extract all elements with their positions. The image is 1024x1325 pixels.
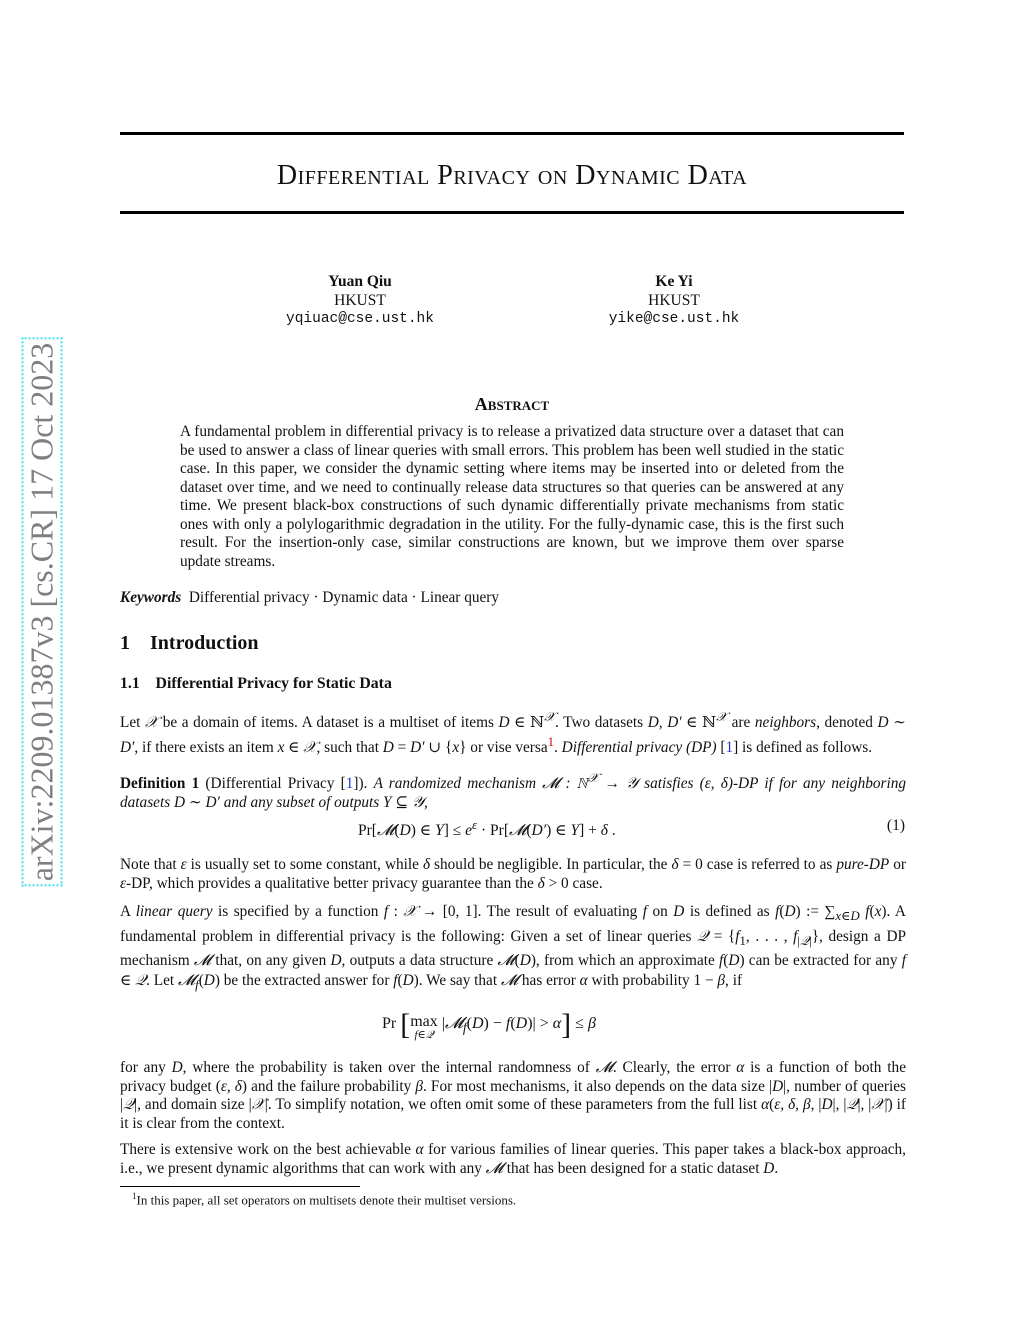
subsection-heading [120,675,392,693]
footnote [132,1191,516,1208]
subsection-title: Differential Privacy for Static Data [155,675,392,692]
author-name: Yuan Qiu [328,273,392,290]
footnote-text: In this paper, all set operators on multisets denote their multiset versions. [136,1192,517,1208]
author-name: Ke Yi [655,273,693,290]
paragraph-intro: Let 𝒳 be a domain of items. A dataset is a multiset of items D ∈ ℕ$^𝒳$. Two datasets D, D′ ∈ ℕ$^𝒳$ are neighbors, denoted D ∼ D′, if there exists an item x ∈ 𝒳, such that D = D′ ∪ {x} or vise versa$^1$. Differential privacy (DP) [1] is defined as follows. [120,710,906,756]
section-number: 1 [120,632,130,654]
definition-1: Definition 1 (Differential Privacy [1]). A randomized mechanism 𝓜 : ℕ$^𝒳$ → 𝒴 satisfies (ε, δ)-DP if for any neighboring datasets D ∼ D′ and any subset of outputs Y ⊆ 𝒴, [120,771,907,811]
equation-number: (1) [886,817,905,834]
title-rule-top [120,132,904,135]
subsection-number: 1.1 [120,675,140,692]
author-affiliation: HKUST [648,292,700,309]
abstract-text: A fundamental problem in differential privacy is to release a privatized data structure over a dataset that can be used to answer a class of linear queries with small errors. This problem has been well studied in the static case. In this paper, we consider the dynamic setting where items may be inserted into or deleted from the dataset over time, and we need to continually release data structures so that queries can be answered at any time. We present black-box constructions of such dynamic differentially private mechanisms from static ones with only a polylogarithmic degradation in the utility. For the fully-dynamic case, this is the first such result. For the insertion-only case, similar constructions are known, but we improve them over sparse update streams. [180,423,844,570]
author-email[interactable]: yike@cse.ust.hk [608,311,740,327]
footnote-mark: 1 [132,1191,137,1201]
equation-error: Pr [max f∈𝒬 |𝓜$_f$(D) − f(D)| > α] ≤ β [382,1008,596,1041]
definition-name: Differential Privacy [210,775,335,793]
keywords-line [120,589,906,608]
arxiv-stamp: arXiv:2209.01387v3 [cs.CR] 17 Oct 2023 [24,340,61,885]
author-email[interactable]: yqiuac@cse.ust.hk [286,311,434,327]
equation-1: Pr[𝓜(D) ∈ $Y] \le e^\varepsilon$ · Pr[𝓜(D′) ∈ Y] + δ . [358,817,616,840]
paragraph-note: Note that ε is usually set to some constant, while δ should be negligible. In particular, the δ = 0 case is referred to as pure-DP or ε-DP, which provides a qualitative better privacy guarantee than the δ > 0 case. [120,856,907,892]
abstract-heading: Abstract [474,394,550,414]
section-heading [120,632,259,655]
paragraph-linear-query: A linear query is specified by a function f : 𝒳 → [0, 1]. The result of evaluating f on D is defined as f(D) := $\sum_{x\in D}$ f(x). A fundamental problem in differential privacy is the following: Given a set of linear queries 𝒬 = {$f_1$, . . . , $f_{|𝒬|}$}, design a DP mechanism 𝓜 that, on any given D, outputs a data structure 𝓜(D), from which an approximate f(D) can be extracted for any f ∈ 𝒬. Let 𝓜$_f$(D) be the extracted answer for f(D). We say that 𝓜 has error α with probability 1 − β, if [120,903,906,992]
paragraph-blackbox: There is extensive work on the best achievable α for various families of linear queries. This paper takes a black-box approach, i.e., we present dynamic algorithms that can work with any 𝓜 that has been designed for a static dataset D. [120,1141,906,1177]
author-block-1 [210,272,510,329]
definition-cite[interactable]: 1 [345,775,354,793]
paper-title: Differential Privacy on Dynamic Data [276,160,748,191]
keywords-label: Keywords [120,589,182,606]
author-block-2 [524,272,824,329]
definition-label: Definition 1 [120,775,200,793]
section-title: Introduction [150,632,259,654]
title-rule-bottom [120,211,904,214]
author-affiliation: HKUST [334,292,386,309]
footnote-rule [120,1186,360,1187]
paragraph-error: for any D, where the probability is taken over the internal randomness of 𝓜. Clearly, the error α is a function of both the privacy budget (ε, δ) and the failure probability β. For most mechanisms, it also depends on the data size |D|, number of queries |𝒬|, and domain size |𝒳|. To simplify notation, we often omit some of these parameters from the full list α(ε, δ, β, |D|, |𝒬|, |𝒳|) if it is clear from the context. [120,1059,906,1132]
keywords-text: Differential privacy · Dynamic data · Linear query [188,589,500,606]
